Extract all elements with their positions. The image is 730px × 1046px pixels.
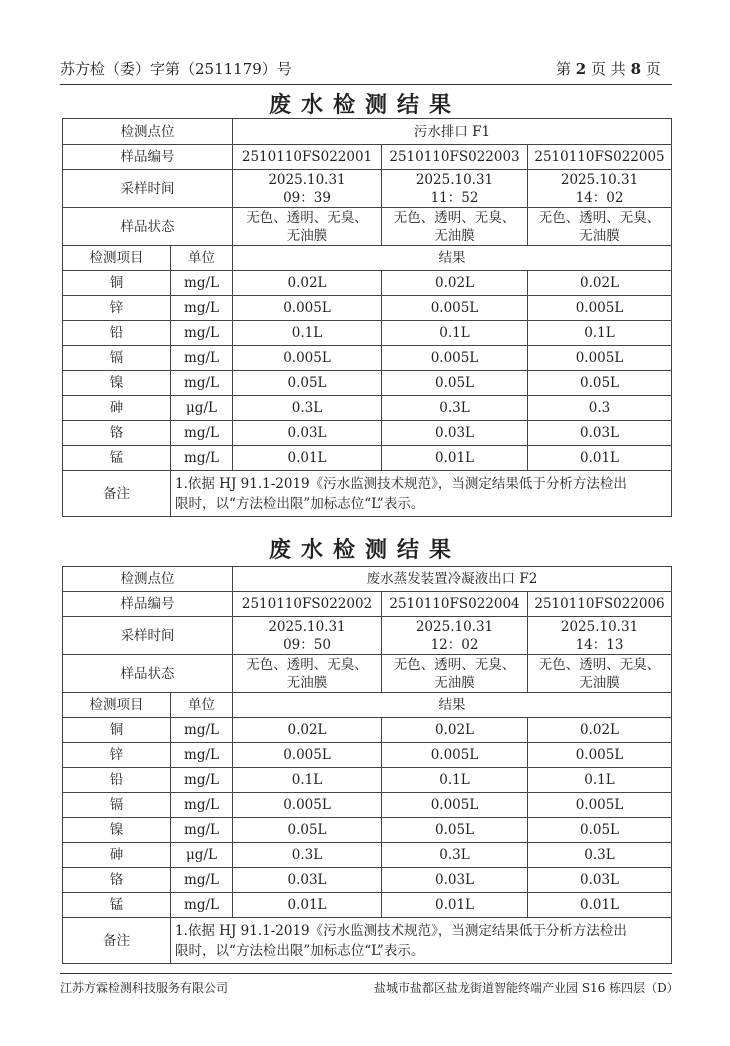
state-line: 无色、透明、无臭、 (393, 656, 516, 673)
table-row (63, 893, 672, 918)
result: 0.03L (382, 421, 528, 446)
table-row (63, 718, 672, 743)
table-row (63, 843, 672, 868)
sample-state (528, 208, 672, 246)
sample-clock: 09：39 (283, 189, 331, 206)
result: 0.3L (382, 396, 528, 421)
result: 0.005L (233, 346, 382, 371)
result: 0.005L (382, 296, 528, 321)
footer-company: 江苏方霖检测科技服务有限公司 (60, 981, 229, 995)
result: 0.005L (382, 346, 528, 371)
item: 铜 (63, 271, 171, 296)
result: 0.02L (382, 271, 528, 296)
item: 砷 (63, 396, 171, 421)
label-point: 检测点位 (63, 119, 233, 145)
result: 0.05L (382, 818, 528, 843)
unit: μg/L (171, 843, 233, 868)
result: 0.3 (528, 396, 672, 421)
result: 0.03L (233, 421, 382, 446)
page-total: 8 (630, 60, 642, 78)
table-row (63, 818, 672, 843)
result: 0.01L (382, 893, 528, 918)
remark-line: 1.依据 HJ 91.1-2019《污水监测技术规范》，当测定结果低于分析方法检出 (175, 475, 627, 492)
unit: mg/L (171, 718, 233, 743)
state-line: 无色、透明、无臭、 (246, 656, 368, 673)
sample-date: 2025.10.31 (415, 618, 494, 635)
table-row (63, 271, 672, 296)
sample-state (233, 655, 382, 693)
item: 锌 (63, 743, 171, 768)
result: 0.03L (382, 868, 528, 893)
result: 0.03L (233, 868, 382, 893)
sample-time (233, 617, 382, 655)
result: 0.1L (382, 768, 528, 793)
state-line: 无色、透明、无臭、 (538, 209, 661, 226)
label-item: 检测项目 (63, 693, 171, 718)
item: 镍 (63, 371, 171, 396)
item: 铜 (63, 718, 171, 743)
remark-text (171, 918, 672, 964)
result: 0.01L (528, 893, 672, 918)
result: 0.05L (528, 818, 672, 843)
state-line: 无油膜 (579, 227, 620, 244)
sample-clock: 12：02 (430, 636, 479, 653)
section-title: 废水检测结果 (268, 537, 461, 563)
result: 0.005L (233, 743, 382, 768)
footer-address: 盐城市盐都区盐龙街道智能终端产业园 S16 栋四层（D） (374, 981, 679, 995)
point-value: 污水排口 F1 (233, 119, 672, 145)
result: 0.1L (233, 321, 382, 346)
label-sample-time: 采样时间 (63, 617, 233, 655)
result: 0.03L (528, 421, 672, 446)
item: 铅 (63, 768, 171, 793)
sample-no: 2510110FS022003 (382, 145, 528, 170)
label-result: 结果 (233, 246, 672, 271)
result: 0.02L (528, 271, 672, 296)
result: 0.05L (233, 371, 382, 396)
page-suffix: 页 (645, 60, 661, 78)
item: 镉 (63, 793, 171, 818)
result: 0.005L (382, 793, 528, 818)
result: 0.02L (233, 718, 382, 743)
page-indicator (556, 58, 661, 79)
sample-clock: 09：50 (283, 636, 331, 653)
item: 镉 (63, 346, 171, 371)
label-sample-state: 样品状态 (63, 655, 233, 693)
results-table-f1 (62, 118, 672, 517)
result: 0.05L (382, 371, 528, 396)
sample-state (233, 208, 382, 246)
label-result: 结果 (233, 693, 672, 718)
item: 锌 (63, 296, 171, 321)
table-row (63, 346, 672, 371)
label-item: 检测项目 (63, 246, 171, 271)
result: 0.01L (233, 893, 382, 918)
table-row (63, 371, 672, 396)
sample-clock: 14：02 (575, 189, 624, 206)
label-remark: 备注 (63, 918, 171, 964)
result: 0.3L (233, 843, 382, 868)
unit: mg/L (171, 321, 233, 346)
table-row (63, 396, 672, 421)
item: 锰 (63, 893, 171, 918)
result: 0.005L (528, 296, 672, 321)
sample-date: 2025.10.31 (415, 171, 494, 188)
label-unit: 单位 (171, 693, 233, 718)
item: 铅 (63, 321, 171, 346)
remark-line: 限时，以“方法检出限”加标志位“L”表示。 (175, 495, 425, 512)
result: 0.02L (233, 271, 382, 296)
table-row (63, 296, 672, 321)
sample-date: 2025.10.31 (560, 171, 639, 188)
sample-date: 2025.10.31 (268, 618, 346, 635)
section-title: 废水检测结果 (268, 92, 461, 118)
remark-text (171, 471, 672, 517)
sample-state (382, 655, 528, 693)
result: 0.02L (382, 718, 528, 743)
unit: mg/L (171, 421, 233, 446)
state-line: 无油膜 (286, 227, 328, 244)
page-mid: 页 共 (591, 60, 626, 78)
unit: mg/L (171, 818, 233, 843)
unit: mg/L (171, 446, 233, 471)
state-line: 无色、透明、无臭、 (393, 209, 516, 226)
state-line: 无油膜 (579, 674, 620, 691)
sample-no: 2510110FS022001 (233, 145, 382, 170)
point-value: 废水蒸发装置冷凝液出口 F2 (233, 567, 672, 592)
sample-time (382, 170, 528, 208)
remark-line: 限时，以“方法检出限”加标志位“L”表示。 (175, 942, 425, 959)
state-line: 无色、透明、无臭、 (246, 209, 368, 226)
sample-state (528, 655, 672, 693)
unit: mg/L (171, 296, 233, 321)
state-line: 无油膜 (434, 227, 475, 244)
result: 0.1L (528, 321, 672, 346)
result: 0.05L (528, 371, 672, 396)
result: 0.005L (528, 793, 672, 818)
sample-date: 2025.10.31 (268, 171, 346, 188)
page-prefix: 第 (556, 60, 572, 78)
sample-no: 2510110FS022005 (528, 145, 672, 170)
label-sample-state: 样品状态 (63, 208, 233, 246)
item: 铬 (63, 868, 171, 893)
results-table-f2 (62, 566, 672, 964)
sample-no: 2510110FS022004 (382, 592, 528, 617)
unit: mg/L (171, 768, 233, 793)
sample-time (528, 170, 672, 208)
sample-clock: 14：13 (575, 636, 624, 653)
result: 0.3L (528, 843, 672, 868)
report-number: 苏方检（委）字第（2511179）号 (60, 60, 292, 78)
result: 0.02L (528, 718, 672, 743)
result: 0.3L (382, 843, 528, 868)
result: 0.01L (382, 446, 528, 471)
table-row (63, 793, 672, 818)
unit: mg/L (171, 371, 233, 396)
item: 铬 (63, 421, 171, 446)
result: 0.1L (233, 768, 382, 793)
item: 砷 (63, 843, 171, 868)
sample-time (382, 617, 528, 655)
unit: mg/L (171, 271, 233, 296)
result: 0.005L (233, 793, 382, 818)
result: 0.1L (528, 768, 672, 793)
label-sample-no: 样品编号 (63, 592, 233, 617)
unit: mg/L (171, 793, 233, 818)
header-divider (60, 84, 672, 85)
sample-no: 2510110FS022002 (233, 592, 382, 617)
table-row (63, 743, 672, 768)
result: 0.1L (382, 321, 528, 346)
unit: mg/L (171, 893, 233, 918)
sample-no: 2510110FS022006 (528, 592, 672, 617)
label-point: 检测点位 (63, 567, 233, 592)
sample-time (233, 170, 382, 208)
sample-clock: 11：52 (430, 189, 479, 206)
table-row (63, 768, 672, 793)
result: 0.05L (233, 818, 382, 843)
label-unit: 单位 (171, 246, 233, 271)
result: 0.01L (233, 446, 382, 471)
table-row (63, 321, 672, 346)
remark-line: 1.依据 HJ 91.1-2019《污水监测技术规范》，当测定结果低于分析方法检出 (175, 922, 627, 939)
unit: mg/L (171, 868, 233, 893)
state-line: 无油膜 (434, 674, 475, 691)
state-line: 无油膜 (286, 674, 328, 691)
table-row (63, 868, 672, 893)
result: 0.01L (528, 446, 672, 471)
state-line: 无色、透明、无臭、 (538, 656, 661, 673)
unit: mg/L (171, 743, 233, 768)
footer-divider (60, 973, 672, 974)
item: 镍 (63, 818, 171, 843)
sample-date: 2025.10.31 (560, 618, 639, 635)
result: 0.005L (528, 743, 672, 768)
label-sample-time: 采样时间 (63, 170, 233, 208)
unit: μg/L (171, 396, 233, 421)
result: 0.005L (382, 743, 528, 768)
item: 锰 (63, 446, 171, 471)
page-current: 2 (575, 60, 587, 78)
result: 0.03L (528, 868, 672, 893)
table-row (63, 421, 672, 446)
table-row (63, 446, 672, 471)
result: 0.005L (233, 296, 382, 321)
sample-time (528, 617, 672, 655)
result: 0.3L (233, 396, 382, 421)
sample-state (382, 208, 528, 246)
result: 0.005L (528, 346, 672, 371)
unit: mg/L (171, 346, 233, 371)
label-remark: 备注 (63, 471, 171, 517)
label-sample-no: 样品编号 (63, 145, 233, 170)
